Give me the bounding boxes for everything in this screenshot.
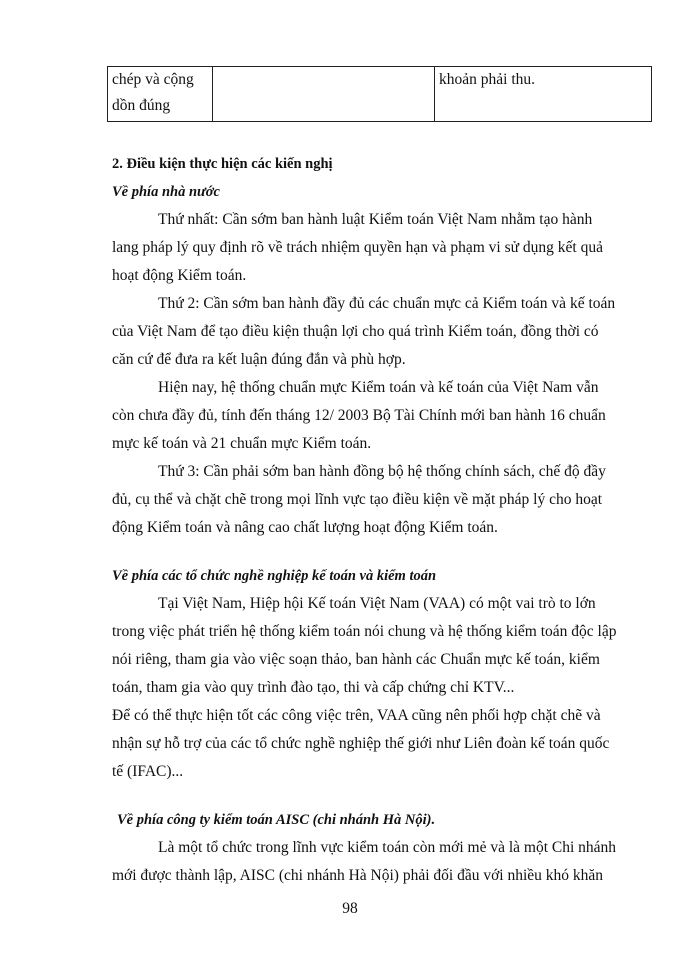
text-line: nói riêng, tham gia vào việc soạn thảo, ban hành các Chuẩn mực kế toán, kiểm	[112, 651, 600, 668]
text-line: mực kế toán và 21 chuẩn mực Kiểm toán.	[112, 435, 372, 452]
text-line: Để có thể thực hiện tốt các công việc trên, VAA cũng nên phối hợp chặt chẽ và	[112, 707, 601, 724]
paragraph	[112, 206, 652, 542]
section-heading: 2. Điều kiện thực hiện các kiến nghị	[112, 156, 333, 172]
text-line: tế (IFAC)...	[112, 763, 184, 780]
text-line: Thứ nhất: Cần sớm ban hành luật Kiểm toán Việt Nam nhằm tạo hành	[158, 211, 593, 228]
table-cell	[213, 67, 435, 122]
text-line: trong việc phát triển hệ thống kiểm toán nói chung và hệ thống kiểm toán độc lập	[112, 623, 617, 640]
page-number: 98	[342, 900, 358, 917]
paragraph	[112, 834, 652, 890]
text-line: đủ, cụ thể và chặt chẽ trong mọi lĩnh vực tạo điều kiện về mặt pháp lý cho hoạt	[112, 491, 603, 508]
text-line: nhận sự hỗ trợ của các tổ chức nghề nghiệp thế giới như Liên đoàn kế toán quốc	[112, 735, 610, 752]
text-line: Tại Việt Nam, Hiệp hội Kế toán Việt Nam (VAA) có một vai trò to lớn	[158, 595, 596, 612]
text-line: Là một tổ chức trong lĩnh vực kiểm toán còn mới mẻ và là một Chi nhánh	[158, 839, 617, 856]
subheading-state: Về phía nhà nước	[112, 184, 220, 200]
table-fragment	[107, 66, 652, 122]
paragraph	[112, 590, 652, 786]
text-line: Thứ 3: Cần phải sớm ban hành đồng bộ hệ thống chính sách, chế độ đầy	[158, 463, 606, 480]
cell-text: dồn đúng	[112, 97, 171, 114]
table-cell	[108, 67, 213, 122]
subheading-orgs: Về phía các tổ chức nghề nghiệp kế toán và kiểm toán	[112, 568, 437, 584]
text-line: Hiện nay, hệ thống chuẩn mực Kiểm toán và kế toán của Việt Nam vẫn	[158, 379, 599, 396]
text-line: toán, tham gia vào quy trình đào tạo, thi và cấp chứng chỉ KTV...	[112, 679, 515, 696]
text-line: động Kiểm toán và nâng cao chất lượng hoạt động Kiểm toán.	[112, 519, 498, 536]
table-row	[108, 67, 652, 122]
text-line: Thứ 2: Cần sớm ban hành đầy đủ các chuẩn mực cả Kiểm toán và kế toán	[158, 295, 616, 312]
text-line: mới được thành lập, AISC (chi nhánh Hà Nội) phải đối đầu với nhiều khó khăn	[112, 867, 604, 884]
text-line: của Việt Nam để tạo điều kiện thuận lợi cho quá trình Kiểm toán, đồng thời có	[112, 323, 599, 340]
subheading-aisc: Về phía công ty kiểm toán AISC (chi nhánh Hà Nội).	[117, 812, 436, 828]
text-line: hoạt động Kiểm toán.	[112, 267, 247, 284]
text-line: còn chưa đầy đủ, tính đến tháng 12/ 2003 Bộ Tài Chính mới ban hành 16 chuẩn	[112, 407, 606, 424]
cell-text: chép và cộng	[112, 71, 194, 88]
text-line: căn cứ để đưa ra kết luận đúng đắn và phù hợp.	[112, 351, 406, 368]
table-cell: khoản phải thu.	[435, 67, 652, 122]
text-line: lang pháp lý quy định rõ về trách nhiệm quyền hạn và phạm vi sử dụng kết quả	[112, 239, 603, 256]
